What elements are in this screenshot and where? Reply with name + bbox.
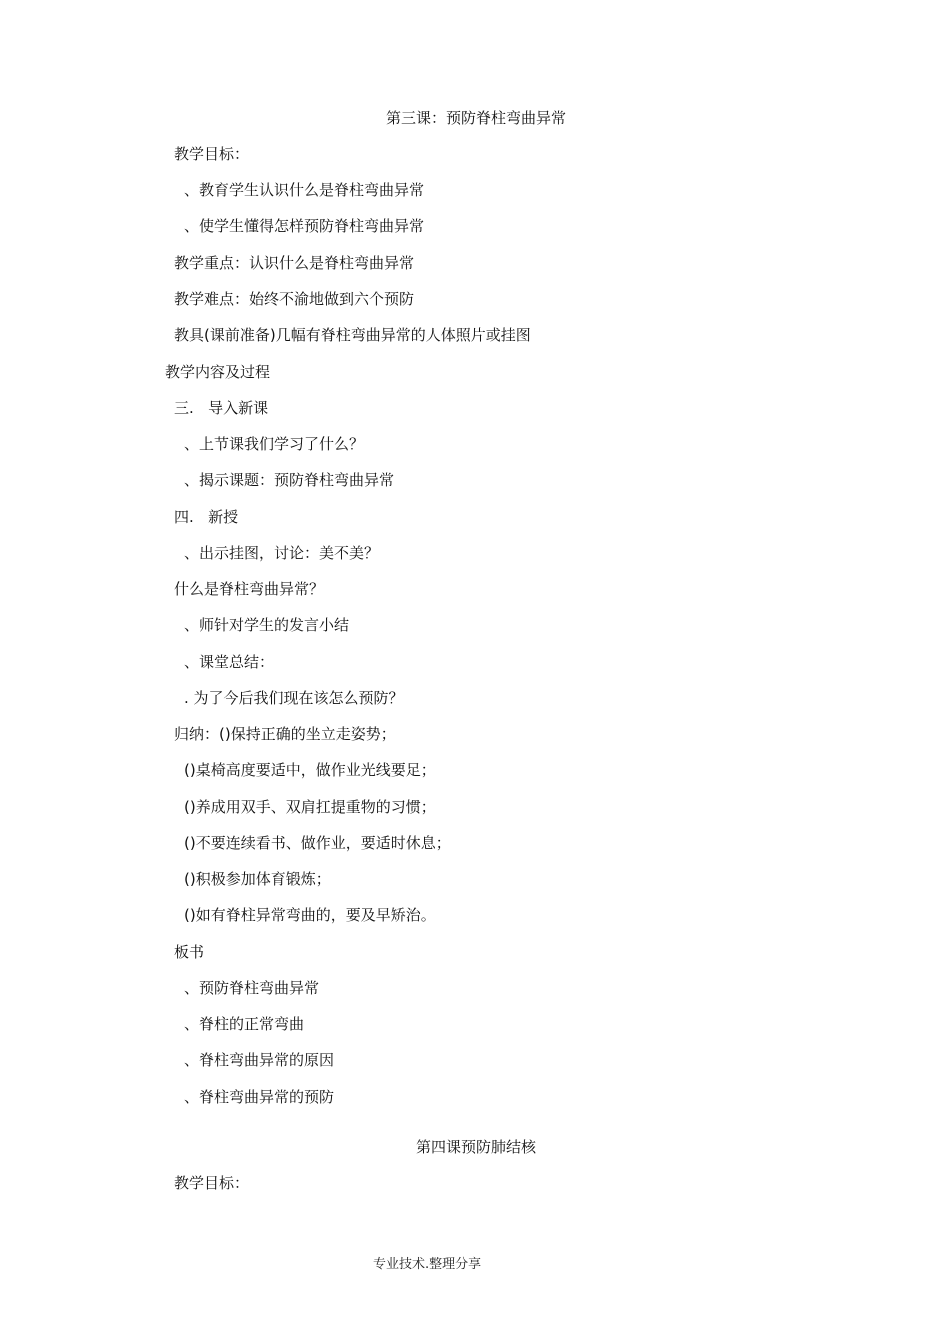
lesson3-s4-question: 什么是脊柱弯曲异常？ [174, 580, 325, 598]
lesson3-summary-1: 归纳：()保持正确的坐立走姿势； [174, 725, 396, 743]
lesson3-key-point: 教学重点：认识什么是脊柱弯曲异常 [174, 254, 415, 272]
lesson3-goals-label: 教学目标： [174, 145, 250, 163]
lesson4-goals-label: 教学目标： [174, 1174, 250, 1192]
lesson3-summary-5: ()积极参加体育锻炼； [184, 870, 331, 888]
lesson3-s4-item-3: 、课堂总结： [184, 653, 275, 671]
lesson3-tools: 教具(课前准备)几幅有脊柱弯曲异常的人体照片或挂图 [174, 326, 531, 344]
page-footer: 专业技术.整理分享 [373, 1257, 482, 1272]
lesson3-board-label: 板书 [174, 943, 205, 961]
lesson4-title: 第四课预防肺结核 [415, 1138, 537, 1156]
lesson3-process-label: 教学内容及过程 [165, 363, 271, 381]
lesson3-s3-item-1: 、上节课我们学习了什么？ [184, 435, 365, 453]
lesson3-summary-6: ()如有脊柱异常弯曲的，要及早矫治。 [184, 906, 436, 924]
lesson3-difficulty: 教学难点：始终不渝地做到六个预防 [174, 290, 415, 308]
lesson3-s3-item-2: 、揭示课题：预防脊柱弯曲异常 [184, 471, 395, 489]
lesson3-goal-1: 、教育学生认识什么是脊柱弯曲异常 [184, 181, 425, 199]
lesson3-board-4: 、脊柱弯曲异常的预防 [184, 1088, 335, 1106]
lesson3-s4-item-2: 、师针对学生的发言小结 [184, 616, 350, 634]
lesson3-board-3: 、脊柱弯曲异常的原因 [184, 1051, 335, 1069]
lesson3-s4-item-1: 、出示挂图，讨论：美不美？ [184, 544, 380, 562]
lesson3-title: 第三课：预防脊柱弯曲异常 [385, 109, 567, 127]
lesson3-goal-2: 、使学生懂得怎样预防脊柱弯曲异常 [184, 217, 425, 235]
lesson3-section-3: 三. 导入新课 [174, 399, 269, 417]
lesson3-s4-prevent-question: . 为了今后我们现在该怎么预防？ [184, 689, 404, 707]
lesson3-summary-4: ()不要连续看书、做作业，要适时休息； [184, 834, 451, 852]
lesson3-section-4: 四. 新授 [174, 508, 239, 526]
lesson3-summary-2: ()桌椅高度要适中，做作业光线要足； [184, 761, 436, 779]
lesson3-board-2: 、脊柱的正常弯曲 [184, 1015, 305, 1033]
lesson3-board-1: 、预防脊柱弯曲异常 [184, 979, 320, 997]
lesson3-summary-3: ()养成用双手、双肩扛提重物的习惯； [184, 798, 436, 816]
